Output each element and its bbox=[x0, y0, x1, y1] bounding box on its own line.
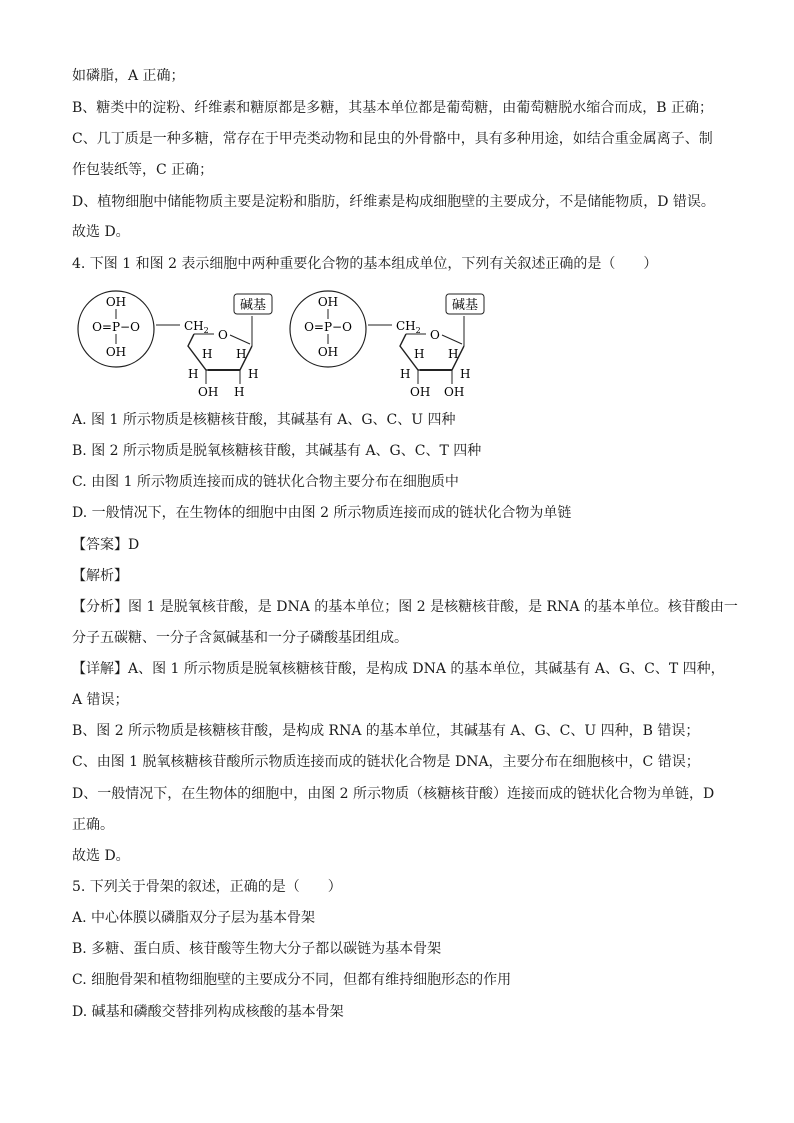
text-line: A 错误； bbox=[72, 692, 129, 708]
base-label: 碱基 bbox=[451, 298, 479, 313]
option-a: A. 图 1 所示物质是核糖核苷酸，其碱基有 A、G、C、U 四种 bbox=[72, 412, 456, 428]
text-line: B、糖类中的淀粉、纤维素和糖原都是多糖，其基本单位都是葡萄糖，由葡萄糖脱水缩合而成，B 正确； bbox=[72, 100, 714, 116]
text-line: D、植物细胞中储能物质主要是淀粉和脂肪，纤维素是构成细胞壁的主要成分，不是储能物质，D 错误。 bbox=[72, 194, 715, 210]
h-label: H bbox=[460, 367, 471, 381]
text-line: 正确。 bbox=[72, 817, 114, 833]
sugar-ch2: $CH_2$ bbox=[184, 319, 209, 335]
sugar-ch2: $CH_2$ bbox=[396, 319, 421, 335]
oh-label: OH bbox=[444, 385, 465, 399]
phosphate-oh-bottom: OH bbox=[317, 345, 339, 359]
option-b: B. 图 2 所示物质是脱氧核糖核苷酸，其碱基有 A、G、C、T 四种 bbox=[72, 443, 482, 459]
h-label: H bbox=[400, 367, 411, 381]
text-line: 故选 D。 bbox=[72, 224, 130, 240]
phosphate-oh-top: OH bbox=[105, 295, 127, 309]
h-label: H bbox=[234, 385, 245, 399]
option-b: B. 多糖、蛋白质、核苷酸等生物大分子都以碳链为基本骨架 bbox=[72, 941, 442, 957]
text-line: 【分析】图 1 是脱氧核苷酸，是 DNA 的基本单位；图 2 是核糖核苷酸，是 RNA 的基本单位。核苷酸由一 bbox=[72, 599, 738, 615]
ring-oxygen: O bbox=[430, 328, 440, 342]
oh-label: OH bbox=[198, 385, 219, 399]
h-label: H bbox=[236, 347, 247, 361]
nucleotide-figure-1 bbox=[78, 291, 272, 399]
h-label: H bbox=[188, 367, 199, 381]
text-line: D、一般情况下，在生物体的细胞中，由图 2 所示物质（核糖核苷酸）连接而成的链状化合物为单链，D bbox=[72, 786, 715, 802]
h-label: H bbox=[248, 367, 259, 381]
text-line: 故选 D。 bbox=[72, 848, 130, 864]
text-line: 如磷脂，A 正确； bbox=[72, 68, 185, 84]
option-a: A. 中心体膜以磷脂双分子层为基本骨架 bbox=[72, 910, 316, 926]
h-label: H bbox=[414, 347, 425, 361]
nucleotide-figure bbox=[72, 286, 492, 402]
phosphate-oh-top: OH bbox=[317, 295, 339, 309]
text-line: C、由图 1 脱氧核糖核苷酸所示物质连接而成的链状化合物是 DNA，主要分布在细胞核中，C 错误； bbox=[72, 754, 700, 770]
phosphate-po: O=P−O bbox=[304, 320, 352, 334]
analysis-heading: 【解析】 bbox=[72, 568, 128, 584]
phosphate-po: O=P−O bbox=[92, 320, 140, 334]
answer-line: 【答案】D bbox=[72, 537, 140, 553]
text-line: 作包装纸等，C 正确； bbox=[72, 162, 214, 178]
h-label: H bbox=[202, 347, 213, 361]
option-d: D. 碱基和磷酸交替排列构成核酸的基本骨架 bbox=[72, 1004, 344, 1020]
option-d: D. 一般情况下，在生物体的细胞中由图 2 所示物质连接而成的链状化合物为单链 bbox=[72, 505, 572, 521]
question-5-stem: 5. 下列关于骨架的叙述，正确的是（ ） bbox=[72, 879, 342, 895]
question-4-stem: 4. 下图 1 和图 2 表示细胞中两种重要化合物的基本组成单位，下列有关叙述正确的是（ ） bbox=[72, 256, 658, 272]
text-line: C、几丁质是一种多糖，常存在于甲壳类动物和昆虫的外骨骼中，具有多种用途，如结合重金属离子、制 bbox=[72, 131, 713, 147]
phosphate-oh-bottom: OH bbox=[105, 345, 127, 359]
text-line: 【详解】A、图 1 所示物质是脱氧核糖核苷酸，是构成 DNA 的基本单位，其碱基有 A、G、C、T 四种， bbox=[72, 661, 725, 677]
oh-label: OH bbox=[410, 385, 431, 399]
option-c: C. 由图 1 所示物质连接而成的链状化合物主要分布在细胞质中 bbox=[72, 474, 459, 490]
option-c: C. 细胞骨架和植物细胞壁的主要成分不同，但都有维持细胞形态的作用 bbox=[72, 972, 512, 988]
text-line: 分子五碳糖、一分子含氮碱基和一分子磷酸基团组成。 bbox=[72, 630, 408, 646]
ring-oxygen: O bbox=[218, 328, 228, 342]
text-line: B、图 2 所示物质是核糖核苷酸，是构成 RNA 的基本单位，其碱基有 A、G、C、U 四种，B 错误； bbox=[72, 723, 700, 739]
h-label: H bbox=[448, 347, 459, 361]
nucleotide-figure-2 bbox=[290, 291, 484, 399]
base-label: 碱基 bbox=[239, 298, 267, 313]
